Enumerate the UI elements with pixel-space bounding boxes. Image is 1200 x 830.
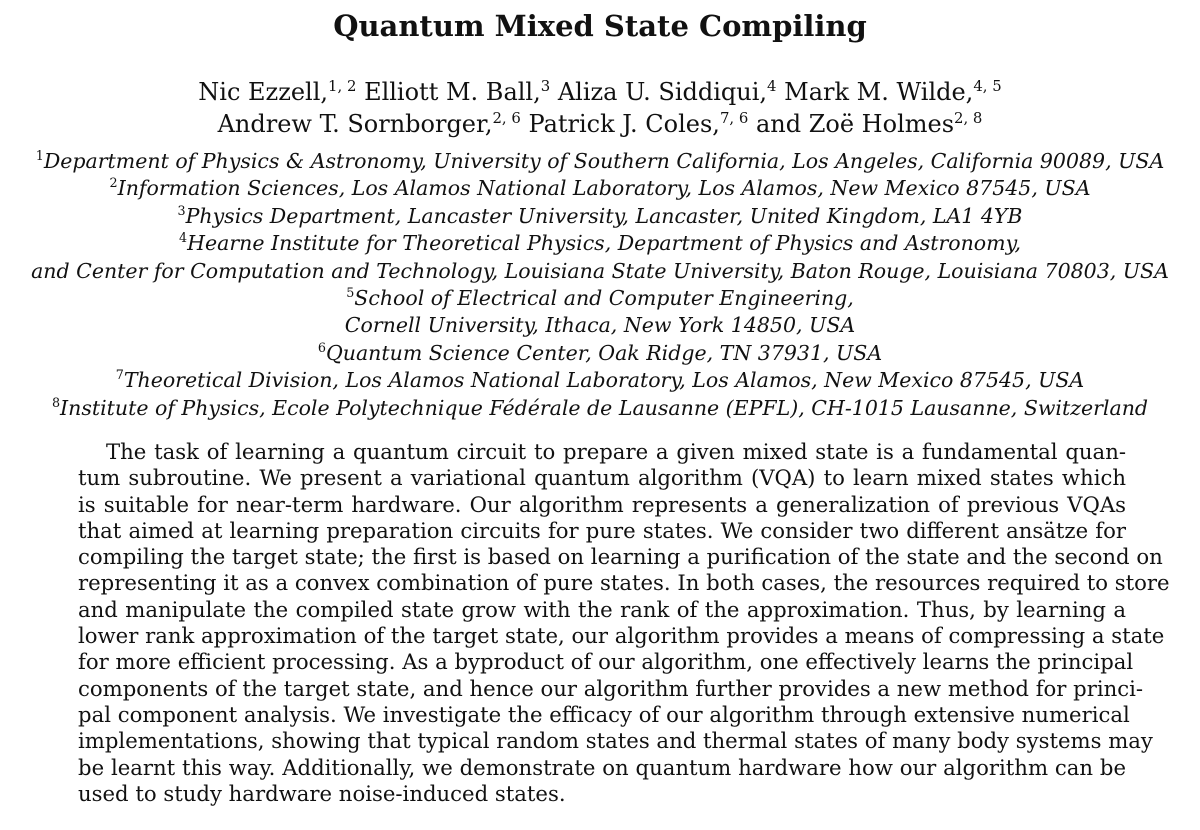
author-name: Elliott M. Ball, xyxy=(364,78,541,106)
affiliation-list xyxy=(0,148,1200,422)
affiliation-text: and Center for Computation and Technology, Louisiana State University, Baton Rouge, Louisiana 70803, USA xyxy=(31,258,1169,283)
affiliation-text: Quantum Science Center, Oak Ridge, TN 37931, USA xyxy=(325,340,883,365)
abstract xyxy=(78,439,1170,807)
affiliation-number: 4 xyxy=(179,230,188,246)
affiliation-line xyxy=(0,258,1200,285)
affiliation-text: Institute of Physics, Ecole Polytechnique Fédérale de Lausanne (EPFL), CH-1015 Lausanne, Switzerland xyxy=(60,395,1149,420)
author-line-2 xyxy=(0,108,1200,140)
author-name: Aliza U. Siddiqui, xyxy=(557,78,768,106)
affiliation-line xyxy=(0,340,1200,367)
affiliation-number: 2 xyxy=(109,175,118,191)
affiliation-number: 1 xyxy=(35,148,44,164)
abstract-line: components of the target state, and hence our algorithm further provides a new method for princi- xyxy=(78,675,1144,701)
abstract-line: pal component analysis. We investigate the efficacy of our algorithm through extensive numerical xyxy=(78,701,1130,727)
author-name: Andrew T. Sornborger, xyxy=(217,110,493,138)
author-name: and Zoë Holmes xyxy=(755,110,955,138)
affiliation-line xyxy=(0,312,1200,339)
abstract-line: representing it as a convex combination of pure states. In both cases, the resources required to store xyxy=(78,570,1170,596)
author-affiliation-marker: 2, 6 xyxy=(492,108,521,127)
abstract-line: compiling the target state; the first is based on learning a purification of the state and the second on xyxy=(78,544,1163,570)
affiliation-number: 6 xyxy=(317,339,326,355)
affiliation-line xyxy=(0,175,1200,202)
abstract-line: that aimed at learning preparation circuits for pure states. We consider two different ansätze for xyxy=(78,517,1126,543)
affiliation-number: 8 xyxy=(51,394,61,410)
affiliation-text: Theoretical Division, Los Alamos National Laboratory, Los Alamos, New Mexico 87545, USA xyxy=(123,368,1085,393)
abstract-line: tum subroutine. We present a variational quantum algorithm (VQA) to learn mixed states which xyxy=(78,465,1126,491)
affiliation-number: 5 xyxy=(346,285,355,301)
affiliation-text: Information Sciences, Los Alamos National Laboratory, Los Alamos, New Mexico 87545, USA xyxy=(117,176,1091,201)
affiliation-text: School of Electrical and Computer Engineering, xyxy=(354,286,854,311)
affiliation-number: 3 xyxy=(177,202,186,218)
author-affiliation-marker: 2, 8 xyxy=(954,108,983,127)
affiliation-line xyxy=(0,148,1200,175)
abstract-line: implementations, showing that typical random states and thermal states of many body systems may xyxy=(78,728,1153,754)
affiliation-line xyxy=(0,367,1200,394)
author-affiliation-marker: 4 xyxy=(767,76,777,95)
affiliation-text: Hearne Institute for Theoretical Physics, Department of Physics and Astronomy, xyxy=(187,231,1021,256)
abstract-line: is suitable for near-term hardware. Our algorithm represents a generalization of previous VQAs xyxy=(78,491,1126,517)
abstract-line: The task of learning a quantum circuit to prepare a given mixed state is a fundamental quan- xyxy=(106,439,1126,464)
affiliation-text: Cornell University, Ithaca, New York 14850, USA xyxy=(344,313,856,338)
abstract-line: lower rank approximation of the target state, our algorithm provides a means of compressing a state xyxy=(78,623,1165,649)
author-affiliation-marker: 3 xyxy=(540,76,551,95)
affiliation-line xyxy=(0,285,1200,312)
abstract-line: for more efficient processing. As a byproduct of our algorithm, one effectively learns the principal xyxy=(78,649,1134,675)
author-line-1 xyxy=(0,76,1200,108)
author-name: Mark M. Wilde, xyxy=(784,78,974,106)
affiliation-line xyxy=(0,230,1200,257)
author-affiliation-marker: 1, 2 xyxy=(328,76,357,95)
affiliation-line xyxy=(0,203,1200,230)
author-affiliation-marker: 7, 6 xyxy=(719,108,749,127)
author-name: Patrick J. Coles, xyxy=(528,110,720,138)
author-name: Nic Ezzell, xyxy=(198,78,329,106)
affiliation-text: Physics Department, Lancaster University, Lancaster, United Kingdom, LA1 4YB xyxy=(185,203,1023,228)
affiliation-text: Department of Physics & Astronomy, University of Southern California, Los Angeles, California 90089, USA xyxy=(43,149,1165,173)
paper-title: Quantum Mixed State Compiling xyxy=(333,9,867,43)
abstract-line: and manipulate the compiled state grow with the rank of the approximation. Thus, by learning a xyxy=(78,596,1126,622)
abstract-line: used to study hardware noise-induced states. xyxy=(78,780,566,806)
author-list xyxy=(0,76,1200,140)
abstract-line: be learnt this way. Additionally, we demonstrate on quantum hardware how our algorithm can be xyxy=(78,754,1126,780)
affiliation-line xyxy=(0,395,1200,422)
affiliation-number: 7 xyxy=(115,367,124,383)
author-affiliation-marker: 4, 5 xyxy=(973,76,1002,95)
